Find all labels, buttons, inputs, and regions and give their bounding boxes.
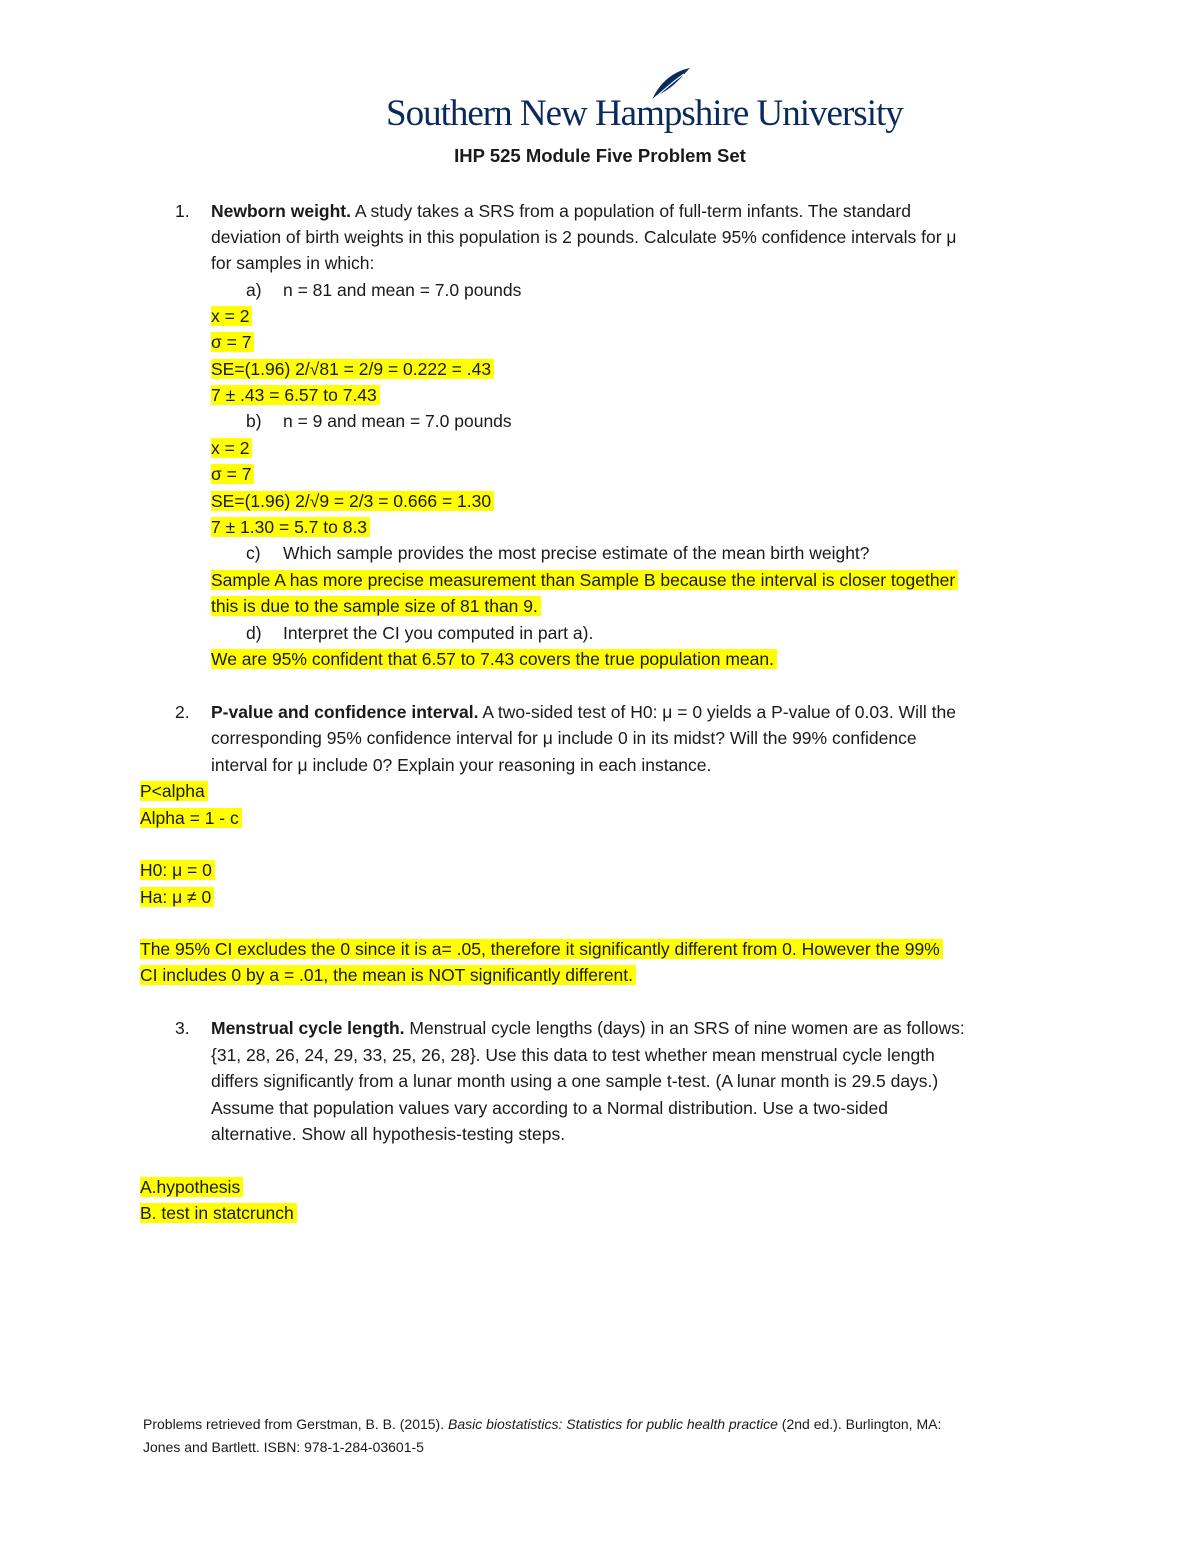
q2-title: P-value and confidence interval.: [211, 702, 479, 722]
q1-a-label: a): [246, 280, 262, 300]
q2-answer-1: P<alpha: [140, 781, 208, 801]
q3-text-1: Menstrual cycle lengths (days) in an SRS of nine women are as follows:: [404, 1018, 965, 1038]
q1-b-answer-4: 7 ± 1.30 = 5.7 to 8.3: [211, 517, 370, 537]
q1-d-label: d): [246, 623, 262, 643]
q2-answer-6: CI includes 0 by a = .01, the mean is NOT significantly different.: [140, 965, 636, 985]
q1-text-2: deviation of birth weights in this population is 2 pounds. Calculate 95% confidence intervals for μ: [211, 227, 957, 247]
q1-c-answer-2: this is due to the sample size of 81 than 9.: [211, 596, 541, 616]
q2-answer-5: The 95% CI excludes the 0 since it is a= .05, therefore it significantly different from 0. However the 99%: [140, 939, 943, 959]
footer-post: (2nd ed.). Burlington, MA:: [777, 1416, 942, 1432]
footer-citation-line-2: Jones and Bartlett. ISBN: 978-1-284-03601-5: [143, 1439, 424, 1455]
q2-answer-3: H0: μ = 0: [140, 860, 215, 880]
q2-number: 2.: [175, 702, 190, 722]
q3-text-3: differs significantly from a lunar month using a one sample t-test. (A lunar month is 29.5 days.): [211, 1071, 939, 1091]
university-logo: [386, 66, 903, 136]
q1-d-text: Interpret the CI you computed in part a).: [283, 623, 594, 643]
q1-a-answer-2: σ = 7: [211, 332, 254, 352]
q1-text-3: for samples in which:: [211, 253, 375, 273]
q1-title: Newborn weight.: [211, 201, 351, 221]
q3-title: Menstrual cycle length.: [211, 1018, 405, 1038]
q2-text-1: A two-sided test of H0: μ = 0 yields a P-value of 0.03. Will the: [478, 702, 956, 722]
q2-text-2: corresponding 95% confidence interval for μ include 0 in its midst? Will the 99% confidence: [211, 728, 917, 748]
q3-text-5: alternative. Show all hypothesis-testing steps.: [211, 1124, 566, 1144]
q3-line-1: [211, 1015, 965, 1041]
q3-text-2: {31, 28, 26, 24, 29, 33, 25, 26, 28}. Use this data to test whether mean menstrual cycle length: [211, 1045, 935, 1065]
q1-c-answer-1: Sample A has more precise measurement than Sample B because the interval is closer together: [211, 570, 958, 590]
q2-text-3: interval for μ include 0? Explain your reasoning in each instance.: [211, 755, 712, 775]
q1-a-text: n = 81 and mean = 7.0 pounds: [283, 280, 522, 300]
q1-line-1: [211, 198, 911, 224]
q1-b-label: b): [246, 411, 262, 431]
q1-d-answer: We are 95% confident that 6.57 to 7.43 covers the true population mean.: [211, 649, 777, 669]
q1-b-text: n = 9 and mean = 7.0 pounds: [283, 411, 512, 431]
q1-b-answer-1: x = 2: [211, 438, 252, 458]
q3-text-4: Assume that population values vary according to a Normal distribution. Use a two-sided: [211, 1098, 889, 1118]
logo-text: Southern New Hampshire University: [386, 93, 903, 134]
footer-pre: Problems retrieved from Gerstman, B. B. (2015).: [143, 1416, 448, 1432]
q3-answer-2: B. test in statcrunch: [140, 1203, 297, 1223]
q1-b-answer-3: SE=(1.96) 2/√9 = 2/3 = 0.666 = 1.30: [211, 491, 494, 511]
q2-answer-4: Ha: μ ≠ 0: [140, 887, 214, 907]
q2-answer-2: Alpha = 1 - c: [140, 808, 242, 828]
q1-a-answer-4: 7 ± .43 = 6.57 to 7.43: [211, 385, 380, 405]
q3-answer-1: A.hypothesis: [140, 1177, 243, 1197]
q2-line-1: [211, 699, 956, 725]
footer-book-title: Basic biostatistics: Statistics for public health practice: [448, 1416, 778, 1432]
q1-number: 1.: [175, 201, 190, 221]
q3-number: 3.: [175, 1018, 190, 1038]
q1-a-answer-1: x = 2: [211, 306, 252, 326]
q1-c-label: c): [246, 543, 261, 563]
q1-b-answer-2: σ = 7: [211, 464, 254, 484]
page-title: IHP 525 Module Five Problem Set: [454, 145, 746, 166]
q1-c-text: Which sample provides the most precise estimate of the mean birth weight?: [283, 543, 870, 563]
q1-a-answer-3: SE=(1.96) 2/√81 = 2/9 = 0.222 = .43: [211, 359, 494, 379]
q1-text-1: A study takes a SRS from a population of full-term infants. The standard: [351, 201, 911, 221]
footer-citation-line-1: [143, 1413, 941, 1435]
